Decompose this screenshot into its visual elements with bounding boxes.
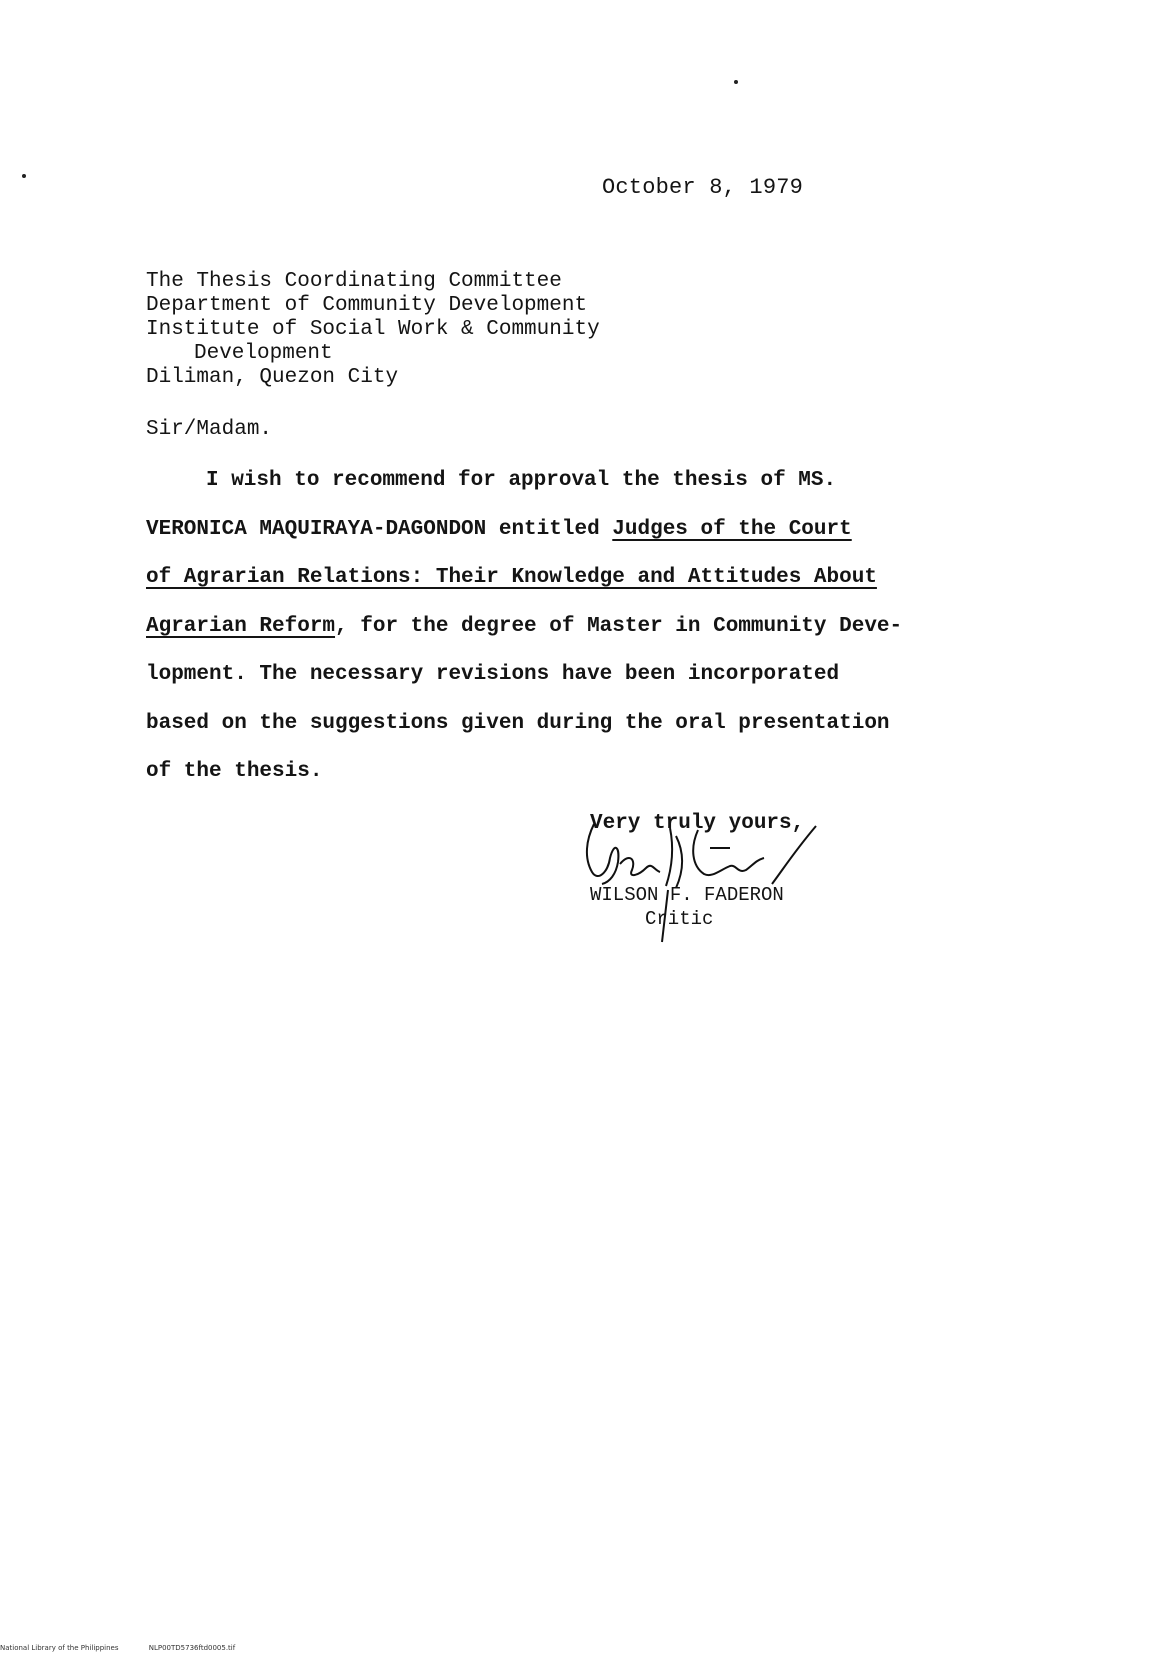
recipient-address xyxy=(146,270,600,390)
body-line xyxy=(146,612,903,661)
scan-footer xyxy=(0,1644,263,1652)
thesis-title: of Agrarian Relations: Their Knowledge and Attitudes About xyxy=(146,566,877,589)
address-line: Department of Community Development xyxy=(146,294,588,317)
body-line: lopment. The necessary revisions have been incorporated xyxy=(146,663,840,686)
body-text: VERONICA MAQUIRAYA-DAGONDON entitled xyxy=(146,517,613,541)
salutation: Sir/Madam. xyxy=(146,418,273,441)
signer-name: WILSON F. FADERON xyxy=(590,884,784,906)
address-line: Diliman, Quezon City xyxy=(146,366,399,389)
address-line: Development xyxy=(194,342,333,365)
body-line: I wish to recommend for approval the thesis of MS. xyxy=(206,469,837,492)
footer-library: National Library of the Philippines xyxy=(0,1644,119,1652)
body-text: , for the degree of Master in Community Deve- xyxy=(335,614,903,638)
address-line: The Thesis Coordinating Committee xyxy=(146,270,562,293)
body-line: of the thesis. xyxy=(146,760,323,783)
address-line: Institute of Social Work & Community xyxy=(146,318,600,341)
thesis-title: Agrarian Reform xyxy=(146,614,336,638)
closing: Very truly yours, xyxy=(590,812,805,835)
thesis-title: Judges of the Court xyxy=(612,517,852,541)
body-line xyxy=(146,563,877,612)
footer-file-id: NLP00TD5736ftd0005.tif xyxy=(148,1644,236,1652)
scan-speck xyxy=(734,80,738,84)
body-line xyxy=(146,515,852,564)
scan-speck xyxy=(22,174,26,178)
letter-body xyxy=(146,466,903,806)
letter-date: October 8, 1979 xyxy=(602,175,804,200)
signer-title: Critic xyxy=(645,908,714,930)
body-line: based on the suggestions given during the oral presentation xyxy=(146,711,890,735)
